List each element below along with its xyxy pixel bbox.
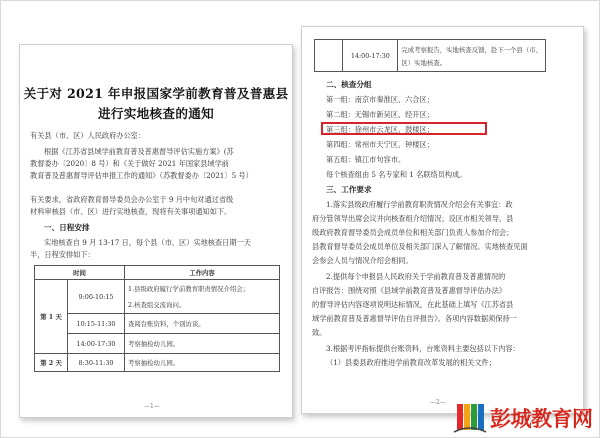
requirement-line: 县教育督导委员会成员单位及相关部门深入了解情况。实地核查见面 [312, 242, 528, 251]
schedule-time-cell: 14:00-17:30 [343, 40, 398, 72]
requirement-line: 致。 [312, 328, 327, 337]
requirement-line: 府分管领导出席会议并向核查组介绍情况；设区市相关领导、县 [312, 214, 514, 223]
requirement-line: 自评报告：围绕对照《县域学前教育普及普惠督导评估办法》 [312, 286, 507, 295]
group-item-highlighted: 第三组：徐州市云龙区、鼓楼区； [326, 125, 434, 134]
schedule-content-line: 1.县级政府履行学前教育职责情况介绍会； [128, 285, 250, 293]
schedule-table-continued [314, 39, 546, 72]
site-watermark [450, 398, 600, 438]
schedule-time-cell: 8:30-11:30 [68, 354, 125, 372]
schedule-content-line: 区）实地核查。 [401, 58, 447, 67]
watermark-text: 彭城教育网 [490, 407, 593, 431]
requirement-line: 的督导评估内容逐项说明达标情况，在此基础上填写《江苏省县 [312, 300, 514, 309]
group-item: 第一组：南京市秦淮区、六合区； [326, 95, 434, 104]
body-paragraph-line: 有关要求，省政府教育督导委员会办公室于 9 月中旬对通过省级 [30, 195, 234, 204]
schedule-content-cell: 考察抽检幼儿园。 [125, 354, 280, 372]
document-page-1 [19, 44, 293, 418]
schedule-content-line: 2.核查组交流询问。 [128, 301, 186, 309]
group-item: 第二组：无锡市新吴区、经开区； [326, 110, 434, 119]
notice-title-line-1: 关于对 2021 年申报国家学前教育普及普惠县 [23, 86, 289, 101]
schedule-time-cell: 9:00-10:15 [68, 280, 125, 314]
body-paragraph-line: 教育普及普惠督导评估申报工作的通知》（苏教督委办〔2021〕5 号） [30, 171, 253, 180]
group-item: 第五组：镇江市句容市。 [326, 155, 406, 164]
notice-title-line-2: 进行实地核查的通知 [97, 106, 215, 121]
schedule-table [34, 265, 280, 372]
page-number: —1— [144, 403, 160, 410]
schedule-intro-line: 实地核查自 9 月 13-17 日，每个县（市、区）实地核查日期一天 [44, 238, 251, 247]
group-item: 第四组：常州市天宁区、钟楼区； [326, 140, 434, 149]
requirement-line: 3.根据考评指标提供台账资料，台账资料主要包括以下内容： [326, 344, 520, 353]
page-number: —2— [430, 399, 446, 406]
section-heading-schedule: 一、日程安排 [44, 223, 90, 232]
schedule-content-line: 完成考察报告，实地核查反馈，赴下一个县（市、 [401, 45, 542, 54]
body-paragraph-line: 教督委办〔2020〕8 号）和《关于做好 2021 年国家县域学前 [30, 159, 229, 168]
requirement-line: 域学前教育普及普惠督导评估自评报告》。各项内容数据须保持一 [312, 314, 517, 323]
addressee: 有关县（市、区）人民政府办公室： [30, 131, 146, 140]
schedule-content-cell [125, 280, 280, 314]
section-heading-requirements: 三、工作要求 [326, 185, 372, 194]
body-paragraph-line: 材料审核县（市、区）进行实地核查，现将有关事项通知如下。 [30, 207, 232, 216]
requirement-line: 1.落实县级政府履行学前教育职责情况介绍会有关事宜：政 [326, 200, 513, 209]
schedule-time-cell: 14:00-17:30 [68, 334, 125, 354]
requirement-line: （1）县委县政府推进学前教育改革发展的相关文件； [326, 358, 496, 367]
schedule-content-cell [398, 40, 546, 72]
schedule-header-content: 工作内容 [125, 266, 280, 280]
book-logo-icon [452, 400, 488, 436]
schedule-day-cell: 第 2 天 [35, 354, 68, 372]
group-note: 每个核查组由 5 名专家和 1 名联络员构成。 [326, 170, 467, 179]
schedule-header-time: 时间 [35, 266, 125, 280]
schedule-day-cell [315, 40, 343, 72]
requirement-line: 2.提供每个申报县人民政府关于学前教育普及普惠情况的 [326, 272, 506, 281]
schedule-intro-line: 半，日程安排如下： [30, 250, 95, 259]
section-heading-groups: 二、核查分组 [326, 80, 372, 89]
body-paragraph-line: 根据《江苏省县域学前教育普及普惠督导评估实施方案》(苏 [44, 147, 234, 156]
schedule-day-cell: 第 1 天 [35, 280, 68, 354]
highlight-box [321, 122, 487, 135]
schedule-time-cell: 10:15-11:30 [68, 314, 125, 334]
requirement-line: 会参会人员与情况介绍会相同。 [312, 256, 413, 265]
document-page-2 [301, 26, 584, 414]
requirement-line: 级政府教育督导委员会成员单位和相关部门负责人参加介绍会； [312, 228, 514, 237]
schedule-content-cell: 查阅台账资料，个别访谈。 [125, 314, 280, 334]
schedule-content-cell: 考察抽检幼儿园。 [125, 334, 280, 354]
